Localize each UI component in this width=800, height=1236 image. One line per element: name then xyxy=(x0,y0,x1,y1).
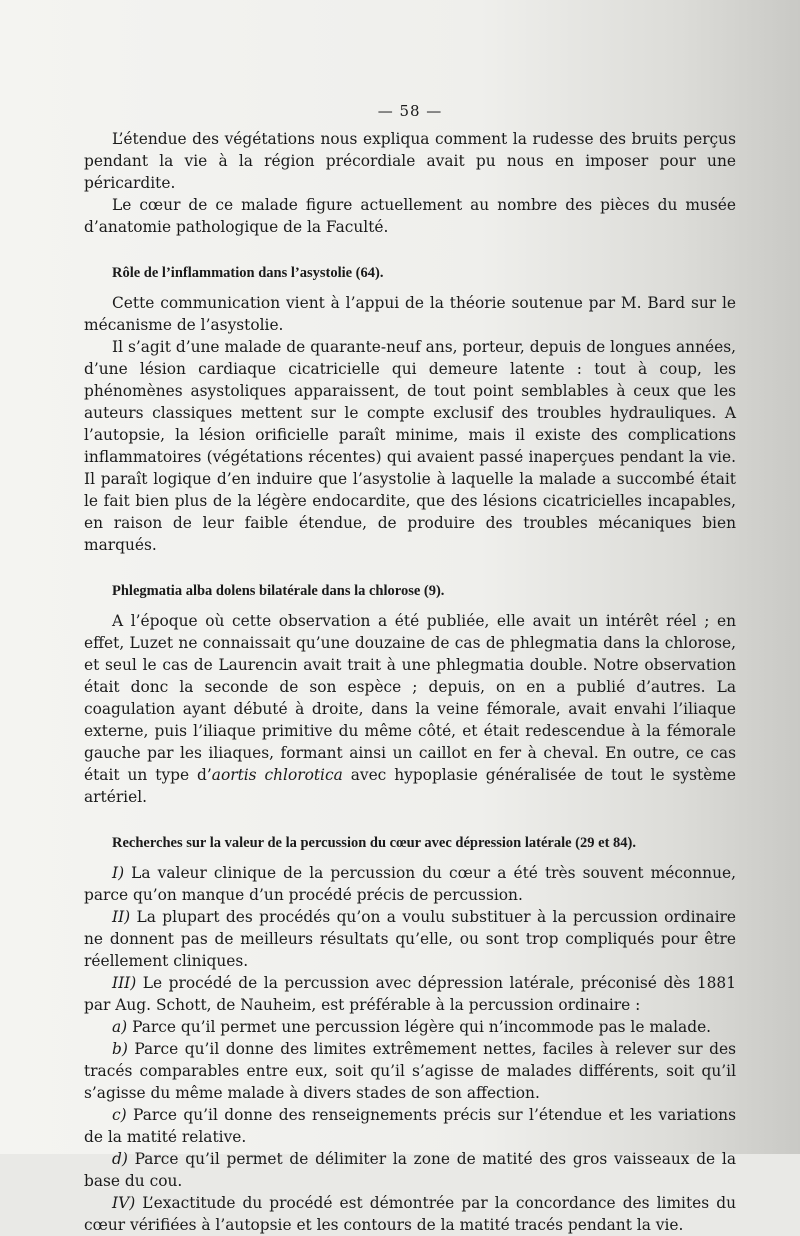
item-text: Le procédé de la percussion avec dépression latérale, préconisé dès 1881 par Aug. Schott, de Nauheim, est préférable à la percussion ordinaire : xyxy=(84,974,736,1014)
item-text: Parce qu’il donne des renseignements précis sur l’étendue et les variations de la matité relative. xyxy=(84,1106,736,1146)
item-marker: I) xyxy=(112,864,125,882)
item-text: L’exactitude du procédé est démontrée par la concordance des limites du cœur vérifiées à l’autopsie et les contours de la matité tracés pendant la vie. xyxy=(84,1194,736,1234)
section2-text-before: A l’époque où cette observation a été publiée, elle avait un intérêt réel ; en effet, Luzet ne connaissait qu’une douzaine de cas de phlegmatia dans la chlorose, et seul le cas de Laurencin avait trait à une phlegmatia double. Notre observation était donc la seconde de son espèce ; depuis, on en a publié d’autres. La coagulation ayant débuté à droite, dans la veine fémorale, avait envahi l’iliaque externe, puis l’iliaque primitive du même côté, et était redescendue à la fémorale gauche par les iliaques, formant ainsi un caillot en fer à cheval. En outre, ce cas était un type d’ xyxy=(84,612,736,784)
section-heading-phlegmatia: Phlegmatia alba dolens bilatérale dans la chlorose (9). xyxy=(112,583,445,599)
section-heading-inflammation: Rôle de l’inflammation dans l’asystolie (64). xyxy=(112,265,384,281)
item-marker: d) xyxy=(112,1150,128,1168)
item-text: La valeur clinique de la percussion du cœur a été très souvent méconnue, parce qu’on manque d’un procédé précis de percussion. xyxy=(84,864,736,904)
item-marker: III) xyxy=(112,974,137,992)
section2-text-after: avec hypoplasie généralisée de tout le système artériel. xyxy=(84,766,736,806)
item-text: Parce qu’il permet une percussion légère qui n’incommode pas le malade. xyxy=(127,1018,712,1036)
item-marker: c) xyxy=(112,1106,127,1124)
list-item xyxy=(84,862,736,906)
list-item xyxy=(84,1148,736,1192)
section1-paragraph-1: Cette communication vient à l’appui de la théorie soutenue par M. Bard sur le mécanisme de l’asystolie. xyxy=(84,294,736,334)
list-item xyxy=(84,1192,736,1236)
section2-paragraph xyxy=(84,610,736,808)
list-item xyxy=(84,906,736,972)
item-marker: II) xyxy=(112,908,131,926)
page-content xyxy=(84,100,736,1236)
item-marker: a) xyxy=(112,1018,128,1036)
item-marker: IV) xyxy=(112,1194,136,1212)
intro-paragraph-2: Le cœur de ce malade figure actuellement au nombre des pièces du musée d’anatomie pathologique de la Faculté. xyxy=(84,196,736,236)
section1-paragraph-2: Il s’agit d’une malade de quarante-neuf ans, porteur, depuis de longues années, d’une lésion cardiaque cicatricielle qui demeure latente : tout à coup, les phénomènes asystoliques apparaissent, de tout point semblables à ceux que les auteurs classiques mettent sur le compte exclusif des troubles hydrauliques. A l’autopsie, la lésion orificielle paraît minime, mais il existe des complications inflammatoires (végétations récentes) qui avaient passé inaperçues pendant la vie. Il paraît logique d’en induire que l’asystolie à laquelle la malade a succombé était le fait bien plus de la légère endocardite, que des lésions cicatricielles incapables, en raison de leur faible étendue, de produire des troubles mécaniques bien marqués. xyxy=(84,338,736,554)
list-item xyxy=(84,1104,736,1148)
item-marker: b) xyxy=(112,1040,128,1058)
page-number: — 58 — xyxy=(377,102,443,120)
item-text: Parce qu’il donne des limites extrêmement nettes, faciles à relever sur des tracés comparables entre eux, soit qu’il s’agisse de malades différents, soit qu’il s’agisse du même malade à divers stades de son affection. xyxy=(84,1040,736,1102)
intro-paragraph-1: L’étendue des végétations nous expliqua comment la rudesse des bruits perçus pendant la vie à la région précordiale avait pu nous en imposer pour une péricardite. xyxy=(84,130,736,192)
list-item xyxy=(84,1016,736,1038)
section-heading-percussion: Recherches sur la valeur de la percussion du cœur avec dépression latérale (29 et 84). xyxy=(112,835,636,851)
list-item xyxy=(84,1038,736,1104)
section2-italic-term: aortis chlorotica xyxy=(211,766,343,784)
item-text: Parce qu’il permet de délimiter la zone de matité des gros vaisseaux de la base du cou. xyxy=(84,1150,736,1190)
list-item xyxy=(84,972,736,1016)
item-text: La plupart des procédés qu’on a voulu substituer à la percussion ordinaire ne donnent pas de meilleurs résultats qu’elle, ou sont trop compliqués pour être réellement cliniques. xyxy=(84,908,736,970)
